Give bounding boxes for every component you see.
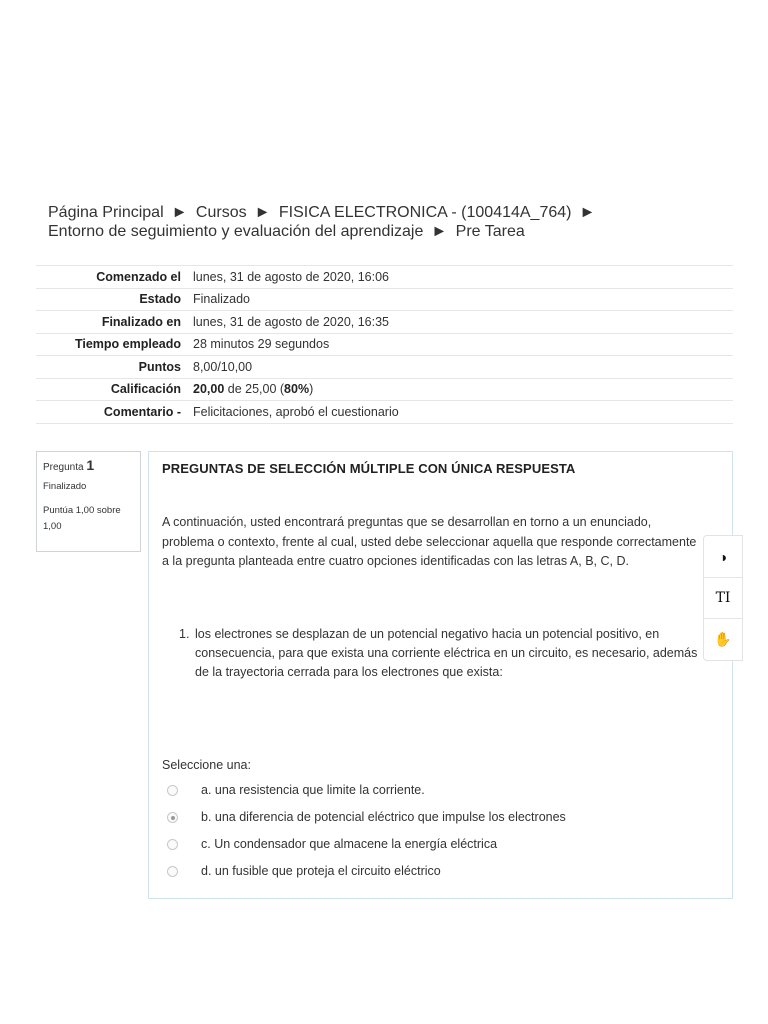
answer-option-label: a. una resistencia que limite la corriente. bbox=[201, 783, 425, 797]
answer-option-label: c. Un condensador que almacene la energía eléctrica bbox=[201, 837, 498, 851]
summary-label: Puntos bbox=[36, 356, 193, 379]
radio-button[interactable] bbox=[167, 839, 178, 850]
text-size-button[interactable] bbox=[704, 578, 742, 619]
breadcrumb-separator: ► bbox=[431, 223, 448, 240]
summary-row-state bbox=[36, 288, 733, 311]
summary-label: Estado bbox=[36, 288, 193, 311]
answer-option-label: b. una diferencia de potencial eléctrico que impulse los electrones bbox=[201, 810, 566, 824]
accessibility-toolbar bbox=[703, 535, 743, 661]
summary-row-time-taken bbox=[36, 333, 733, 356]
summary-row-comment bbox=[36, 401, 733, 424]
breadcrumb-home[interactable]: Página Principal bbox=[48, 204, 164, 221]
grade-end: ) bbox=[309, 382, 314, 397]
sign-language-button[interactable] bbox=[704, 619, 742, 659]
question-intro: A continuación, usted encontrará preguntas que se desarrollan en torno a un enunciado, problema o contexto, frente al cual, usted debe seleccionar aquella que responde correctamente a la pregunta planteada entre cuatro opciones identificadas con las letras A, B, C, D. bbox=[162, 515, 697, 568]
radio-button[interactable] bbox=[167, 785, 178, 796]
question-grade: Puntúa 1,00 sobre 1,00 bbox=[43, 505, 121, 532]
question-state: Finalizado bbox=[43, 481, 87, 492]
sign-language-icon: ✋ bbox=[714, 630, 732, 647]
summary-row-finished bbox=[36, 311, 733, 334]
question-number-label: Pregunta bbox=[43, 462, 84, 473]
grade-percent: 80% bbox=[284, 382, 310, 397]
breadcrumb-separator: ► bbox=[579, 204, 596, 221]
breadcrumb-quiz[interactable]: Pre Tarea bbox=[455, 223, 525, 240]
summary-label: Tiempo empleado bbox=[36, 333, 193, 356]
text-size-icon: TI bbox=[715, 590, 731, 606]
breadcrumb-separator: ► bbox=[171, 204, 188, 221]
grade-middle: de 25,00 ( bbox=[224, 382, 285, 397]
summary-label: Calificación bbox=[36, 378, 193, 401]
summary-label: Finalizado en bbox=[36, 311, 193, 334]
question-item-number: 1. bbox=[179, 627, 190, 641]
quiz-summary-table bbox=[36, 265, 733, 424]
contrast-button[interactable] bbox=[704, 537, 742, 578]
question-info-panel bbox=[36, 451, 141, 552]
breadcrumb bbox=[48, 203, 648, 241]
radio-button-selected[interactable] bbox=[167, 812, 178, 823]
summary-row-points bbox=[36, 356, 733, 379]
summary-value: lunes, 31 de agosto de 2020, 16:06 bbox=[193, 266, 733, 289]
question-number bbox=[43, 457, 134, 473]
summary-value: lunes, 31 de agosto de 2020, 16:35 bbox=[193, 311, 733, 334]
answer-option-label: d. un fusible que proteja el circuito eléctrico bbox=[201, 864, 441, 878]
summary-value: 28 minutos 29 segundos bbox=[193, 333, 733, 356]
summary-row-grade bbox=[36, 378, 733, 401]
question-item bbox=[179, 625, 699, 682]
summary-label: Comentario - bbox=[36, 401, 193, 424]
breadcrumb-separator: ► bbox=[254, 204, 271, 221]
summary-row-started bbox=[36, 266, 733, 289]
grade-value: 20,00 bbox=[193, 382, 225, 397]
breadcrumb-section[interactable]: Entorno de seguimiento y evaluación del aprendizaje bbox=[48, 223, 424, 240]
question-content bbox=[148, 451, 733, 899]
question-number-value: 1 bbox=[86, 457, 95, 473]
summary-value: Felicitaciones, aprobó el cuestionario bbox=[193, 401, 733, 424]
radio-button[interactable] bbox=[167, 866, 178, 877]
breadcrumb-course[interactable]: FISICA ELECTRONICA - (100414A_764) bbox=[278, 204, 572, 221]
select-prompt: Seleccione una: bbox=[162, 758, 251, 772]
question-item-text: los electrones se desplazan de un potencial negativo hacia un potencial positivo, en consecuencia, para que exista una corriente eléctrica en un circuito, es necesario, además de la trayectoria cerrada para los electrones que exista: bbox=[195, 627, 698, 679]
contrast-icon: ◑ bbox=[718, 549, 728, 565]
summary-label: Comenzado el bbox=[36, 266, 193, 289]
summary-value bbox=[193, 378, 733, 401]
summary-value: 8,00/10,00 bbox=[193, 356, 733, 379]
summary-value: Finalizado bbox=[193, 288, 733, 311]
breadcrumb-courses[interactable]: Cursos bbox=[195, 204, 247, 221]
question-title: PREGUNTAS DE SELECCIÓN MÚLTIPLE CON ÚNICA RESPUESTA bbox=[162, 461, 576, 476]
